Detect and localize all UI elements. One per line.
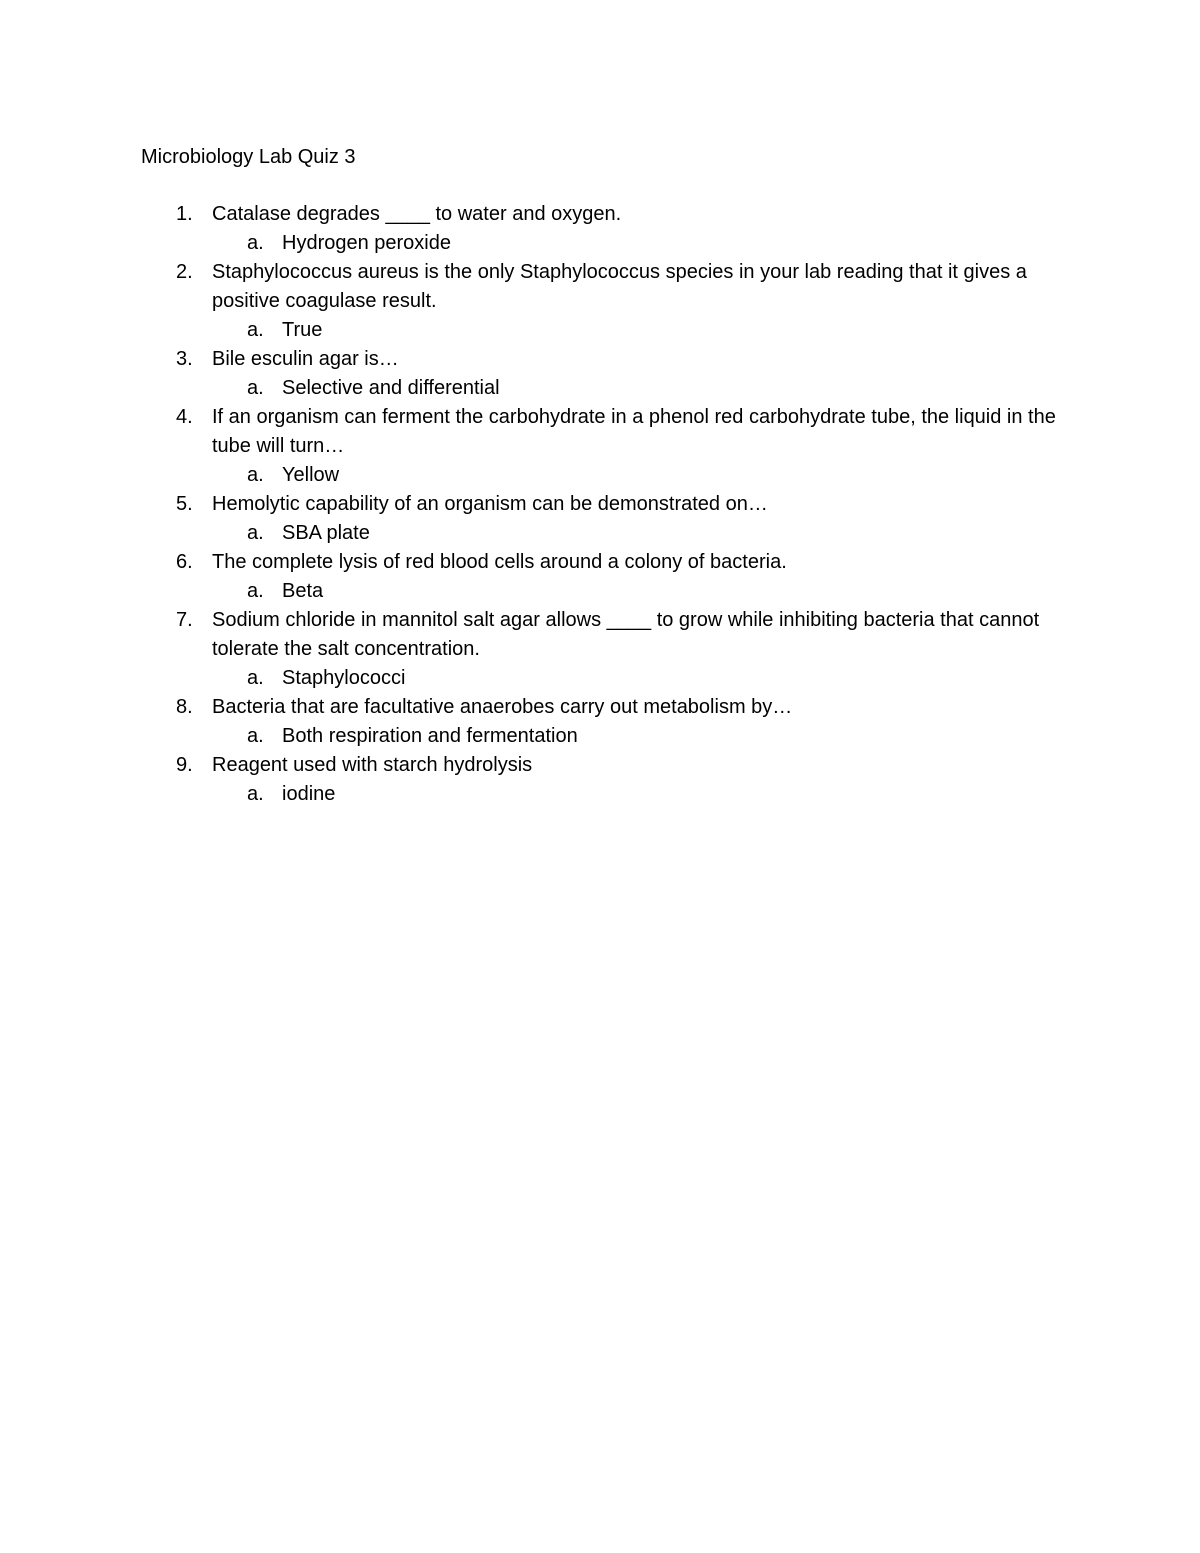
question-text: Reagent used with starch hydrolysis — [212, 754, 533, 776]
answer-item — [0, 577, 1200, 606]
question-item — [0, 751, 1200, 809]
question-text: Staphylococcus aureus is the only Staphylococcus species in your lab reading that it gives a positive coagulase result. — [212, 261, 1027, 312]
answer-letter: a. — [247, 377, 264, 399]
question-item — [0, 403, 1200, 490]
question-item — [0, 490, 1200, 548]
answer-text: True — [282, 319, 323, 341]
question-text: Bile esculin agar is… — [212, 348, 399, 370]
answer-letter: a. — [247, 319, 264, 341]
question-number: 8. — [176, 696, 193, 718]
question-text: Catalase degrades ____ to water and oxygen. — [212, 203, 622, 225]
answer-text: Hydrogen peroxide — [282, 232, 451, 254]
answer-item — [0, 229, 1200, 258]
answer-letter: a. — [247, 232, 264, 254]
answer-text: Selective and differential — [282, 377, 500, 399]
answer-text: Staphylococci — [282, 667, 406, 689]
answer-item — [0, 722, 1200, 751]
question-text: The complete lysis of red blood cells around a colony of bacteria. — [212, 551, 787, 573]
question-number: 2. — [176, 261, 193, 283]
question-number: 4. — [176, 406, 193, 428]
question-text: If an organism can ferment the carbohydrate in a phenol red carbohydrate tube, the liquid in the tube will turn… — [212, 406, 1056, 457]
answer-text: Beta — [282, 580, 324, 602]
answer-item — [0, 780, 1200, 809]
answer-text: Both respiration and fermentation — [282, 725, 578, 747]
question-number: 6. — [176, 551, 193, 573]
answer-item — [0, 316, 1200, 345]
answer-item — [0, 519, 1200, 548]
answer-text: Yellow — [282, 464, 340, 486]
question-number: 7. — [176, 609, 193, 631]
question-text: Sodium chloride in mannitol salt agar allows ____ to grow while inhibiting bacteria that cannot tolerate the salt concentration. — [212, 609, 1040, 660]
answer-letter: a. — [247, 580, 264, 602]
question-number: 9. — [176, 754, 193, 776]
question-item — [0, 258, 1200, 345]
answer-letter: a. — [247, 783, 264, 805]
answer-item — [0, 461, 1200, 490]
question-item — [0, 693, 1200, 751]
question-number: 1. — [176, 203, 193, 225]
question-item — [0, 200, 1200, 258]
answer-text: SBA plate — [282, 522, 370, 544]
answer-letter: a. — [247, 522, 264, 544]
answer-item — [0, 374, 1200, 403]
document-title: Microbiology Lab Quiz 3 — [141, 146, 356, 168]
question-text: Bacteria that are facultative anaerobes carry out metabolism by… — [212, 696, 793, 718]
question-number: 5. — [176, 493, 193, 515]
question-item — [0, 345, 1200, 403]
answer-letter: a. — [247, 464, 264, 486]
answer-letter: a. — [247, 667, 264, 689]
question-text: Hemolytic capability of an organism can be demonstrated on… — [212, 493, 768, 515]
question-number: 3. — [176, 348, 193, 370]
answer-item — [0, 664, 1200, 693]
question-list — [0, 200, 1200, 809]
question-item — [0, 606, 1200, 693]
answer-letter: a. — [247, 725, 264, 747]
answer-text: iodine — [282, 783, 336, 805]
question-item — [0, 548, 1200, 606]
